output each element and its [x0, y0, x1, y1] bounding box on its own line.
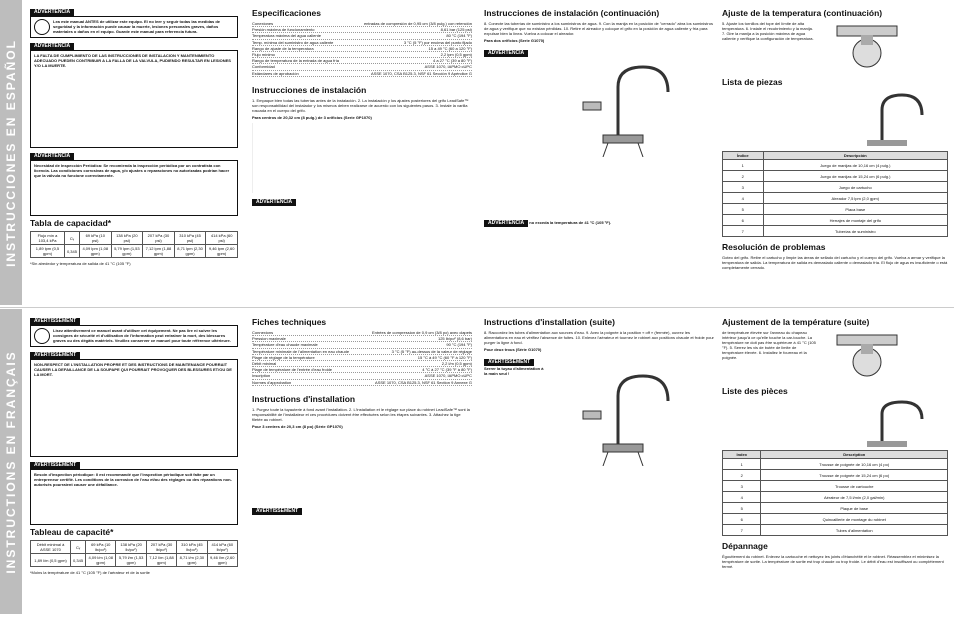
table-row: 1 Trousse de poignée de 10,16 cm (4 po) [723, 459, 948, 470]
capacity-title: Tableau de capacité* [30, 527, 114, 537]
table-row: 2 Juego de manijas de 15,24 cm (6 pulg.) [723, 171, 948, 182]
warning-box: Lisez attentivement ce manuel avant d'utiliser cet équipement. Ne pas lire ni suivre les consignes de sécurité et d'utilisation de l'information peut entraîner la mort, des blessures graves ou des dégâts matériels. Veuillez conserver ce manuel pour toute référence ultérieure. [30, 325, 238, 347]
column-specs [252, 6, 472, 206]
column-warnings [30, 315, 238, 575]
language-tab: INSTRUCCIONES EN ESPAÑOL [0, 0, 22, 305]
warning-header: ADVERTENCIA [252, 199, 296, 206]
spec-row: Temperatura máxima del agua caliente 80 °C (194 °F) [252, 33, 472, 39]
install-subtitle: Pour 3 centres de 20,3 cm (8 po) (Série GP1070) [252, 423, 343, 429]
table-row: 3 Juego de cartucho [723, 182, 948, 193]
install-steps-block [484, 157, 714, 217]
capacity-title: Tabla de capacidad* [30, 218, 112, 228]
trouble-title: Resolución de problemas [722, 242, 826, 252]
faucet-diagram [548, 47, 708, 157]
install-steps-block [252, 432, 472, 502]
warning-header: ADVERTENCIA [30, 9, 74, 16]
column-temperature [722, 6, 948, 270]
warning-text-block [484, 57, 544, 147]
specs-title: Fiches techniques [252, 317, 327, 327]
warning-header: ADVERTENCIA [30, 43, 74, 50]
spec-row: Inscription ASSE 1070, IAPMO cUPC [252, 373, 472, 379]
temp-title: Ajustement de la température (suite) [722, 317, 870, 327]
column-install-cont: Instrucciones de instalación (continuación) 8. Conecte las tuberías de suministro a los suministros de agua. 9. Con la manija en la posición de "cerrado" abra los suministros de agua y verifique que no existan pérdidas. 10. Retire el aireador y coloque el grifo en la posición de agua caliente y fría para expulsar bien la línea. Vuelva a colocar el aireador. Para dos orificios (Serie G1070) ADVERTENCIA ADVERTENCIA no exceda la temperatura de 41 °C (105 °F). [484, 8, 713, 226]
install-text: 1. Purgez toute la tuyauterie à fond avant l'installation. 2. L'installation et le réglage sur place du robinet LeadSafe™ sont la responsabilité de l'installateur et ces procédures doivent être effectuées selon les étapes suivantes. 3. Attachez la tige filetée au robinet. [252, 406, 470, 422]
capacity-footnote: *Sin alrededor y temperatura de salida de 41 °C (105 °F) [30, 261, 131, 266]
table-row: 5 Plaque de base [723, 503, 948, 514]
table-row: 4 Aérateur de 7,5 l/min (2,0 gal/min) [723, 492, 948, 503]
trouble-text: Égouttement du robinet. Enlevez la cartouche et nettoyez les joints d'étanchéité et le robinet. Réassemblez et minimisez la température de sortie. La température de sortie est trop chaude ou trop froide. Le débit d'eau est insuffisant ou complètement fermé. [722, 554, 944, 569]
warning-header: AVERTISSEMENT [484, 359, 534, 366]
install-steps-block [252, 123, 472, 193]
install-cont-text: 8. Conecte las tuberías de suministro a los suministros de agua. 9. Con la manija en la posición de "cerrado" abra los suministros de agua y verifique que no existan pérdidas. 10. Retire el aireador y coloque el grifo en la posición de agua caliente y fría para expulsar bien la línea. Vuelva a colocar el aireador. [484, 21, 713, 36]
temp-text: 5. Ajuste los tornillos del tope del límite de alta temperatura. 6. Instale el recubrimiento y la manija. 7. Gire la manija a la posición máxima de agua caliente y verifique la configuración de temperatura. [722, 21, 814, 41]
read-manual-icon [34, 328, 50, 344]
table-row: 7 Tubes d'alimentation [723, 525, 948, 536]
specs-list [252, 21, 472, 77]
parts-diagram [852, 399, 942, 449]
spec-row: Débit minimal 2,2 l/m (0,5 gpm) [252, 361, 472, 367]
table-row: 4 Aireador 7,5 lpm (2,0 gpm) [723, 193, 948, 204]
spec-row: Température minimale de l'alimentation en eau chaude 3 °C (5 °F) au-dessus de la valeur de réglage [252, 348, 472, 354]
spec-row: Conformidad ASSE 1070, IAPMO cUPC [252, 64, 472, 70]
install-cont-title: Instrucciones de instalación (continuación) [484, 8, 660, 18]
french-section [0, 309, 954, 618]
warning-box: LA FALTA DE CUMPLIMIENTO DE LAS INSTRUCCIONES DE INSTALACION Y MANTENIMIENTO ADECUADO PUEDEN CONTRIBUIR A LA FALLA DE LA VALVULA, PUDIENDO RESULTAR EN LESIONES Y/O LA MUERTE. [30, 50, 238, 148]
parts-title: Liste des pièces [722, 386, 788, 396]
trouble-title: Dépannage [722, 541, 768, 551]
warning-header: AVERTISSEMENT [30, 318, 80, 325]
warning-box: Necesidad de Inspección Periódica: Se recomienda la inspección periódica por un contratista con licencia. Las condiciones corrosivas de agua, y/o ajustes o reparaciones no autorizadas podrían hacer que la válvula no funcione correctamente. [30, 160, 238, 216]
warning-box: NON-RESPECT DE L'INSTALLATION PROPRE ET DES INSTRUCTIONS DE MAINTENANCE POURRAIT CAUSER LA DEFAILLANCE DE LA SOUPAPE QUI POURRAIT PROVOQUER DES BLESSURES ET/OU DE LA MORT. [30, 359, 238, 457]
install-title: Instructions d'installation [252, 393, 356, 404]
temp-text: de température élevée sur l'anneau du chapeau intérieur jusqu'à ce qu'elle touche la car-touche. La température ne doit pas être supérieure à 41 °C (105 °F). 5. Serrez les vis de butée de limite de température élevée. 6. Installez le fourreau et la poignée. [722, 330, 816, 360]
install-cont-subtitle: Pour deux trous (Série G1070) [484, 347, 542, 352]
spec-row: Flujo mínimo 2,2 lpm (0,5 gpm) [252, 52, 472, 58]
parts-table: Index Description 1 Trousse de poignée de 10,16 cm (4 po) 2 Trousse de poignée de 15,24 cm (6 po) 3 Trousse de cartouche 4 Aérateur de 7,5 l/min (2,0 gal/min) 5 Plaque de base 6 Quincaillerie de montage du robinet 7 Tubes d'alimentation [722, 450, 948, 536]
parts-diagram [852, 90, 942, 150]
spec-row: Température d'eau chaude maximale 90 °C (194 °F) [252, 342, 472, 348]
install-cont-text: 8. Raccordez les tubes d'alimentation aux sources d'eau. 9. Avec la poignée à la position « off » (fermée), ouvrez les alimentations en eau et vérifiez l'absence de fuites. 10. Enlevez l'aérateur et tournez le robinet aux positions chaude et froide pour purger la ligne à fond. [484, 330, 714, 345]
specs-title: Especificaciones [252, 8, 321, 18]
column-temperature [722, 315, 948, 569]
capacity-table: Flujo mín a 103,4 kPa Cᵥ 69 kPa (10 psi) 138 kPa (20 psi) 207 kPa (30 psi) 310 kPa (45 psi) 414 kPa (60 psi) 1,89 lpm (0,5 gpm) 0,345 4,09 lpm (1,08 gpm) 5,79 lpm (1,53 gpm) 7,12 lpm (1,88 gpm) 8,71 lpm (2,30 gpm) 9,46 lpm (2,60 gpm) [30, 231, 238, 258]
warning-box: Besoin d'inspection périodique: Il est recommandé que l'inspection périodique soit faite par un entrepreneur certifié. Les conditions de la corrosion de l'eau et/ou des réglages ou des réparations non-autorisés pourraient causer une défaillance. [30, 469, 238, 525]
page-divider [0, 307, 954, 308]
table-row: 3 Trousse de cartouche [723, 481, 948, 492]
column-warnings [30, 6, 238, 266]
warning-header: AVERTISSEMENT [30, 462, 80, 469]
parts-title: Lista de piezas [722, 77, 783, 87]
table-row: 2 Trousse de poignée de 15,24 cm (6 po) [723, 470, 948, 481]
spec-row: Temp. mínima del suministro de agua caliente 3 °C (5 °F) por encima del punto fijado [252, 39, 472, 45]
warning-header: AVERTISSEMENT [252, 508, 302, 515]
read-manual-icon [34, 19, 50, 35]
faucet-diagram [548, 356, 708, 466]
parts-table: Índice Descripción 1 Juego de manijas de 10,16 cm (4 pulg.) 2 Juego de manijas de 15,24 cm (6 pulg.) 3 Juego de cartucho 4 Aireador 7,5 lpm (2,0 gpm) 5 Placa base 6 Herrajes de montaje del grifo 7 Tuberías de suministro [722, 151, 948, 237]
spec-row: Pression maximale 125 lb/po² (8,6 bar) [252, 336, 472, 342]
spec-row: Plage de réglage de la température 15 °C à 49 °C (60 °F à 120 °F) [252, 354, 472, 360]
specs-list [252, 330, 472, 386]
install-cont-subtitle: Para dos orificios (Serie G1070) [484, 38, 545, 43]
column-install-cont: Instructions d'installation (suite) 8. Raccordez les tubes d'alimentation aux sources d'eau. 9. Avec la poignée à la position « off » (fermée), ouvrez les alimentations en eau et vérifiez l'absence de fuites. 10. Enlevez l'aérateur et tournez le robinet aux positions chaude et froide pour purger la ligne à fond. Pour deux trous (Série G1070) AVERTISSEMENT Serrer la tuyau d'alimentation à la main seul ! [484, 315, 714, 526]
table-row: 7 Tuberías de suministro [723, 226, 948, 237]
install-title: Instrucciones de instalación [252, 84, 367, 95]
spec-row: Estándares de aprobación ASSE 1070, CSA B125.3, NSF 61 Sección 9 Apéndice G [252, 70, 472, 76]
table-row: 1 Juego de manijas de 10,16 cm (4 pulg.) [723, 160, 948, 171]
column-specs [252, 315, 472, 515]
spec-row: Presión máxima de funcionamiento 8,61 bar (125 psi) [252, 27, 472, 33]
spec-row: Plage de température de l'entrée d'eau froide 4 °C à 27 °C (39 °F à 80 °F) [252, 367, 472, 373]
table-row: 6 Quincaillerie de montage du robinet [723, 514, 948, 525]
install-steps-block [484, 466, 714, 526]
spec-row: Conexiones entradas de compresión de 0,95 cm (3/8 pulg.) con retención [252, 21, 472, 26]
spec-row: Rango de ajuste de la temperatura 15 a 49 °C (60 a 120 °F) [252, 45, 472, 51]
table-row: 5 Placa base [723, 204, 948, 215]
spec-row: Normes d'approbation ASSE 1070, CSA B125.3, NSF 61 Section 9 Annexe G [252, 379, 472, 385]
cartridge-diagram [817, 330, 937, 380]
capacity-footnote: *Moins la température de 41 °C (105 °F) de l'aérateur et de la sortie [30, 570, 150, 575]
spec-row: Connexions Entrées de compression de 0,9 cm (3/8 po) avec clapets [252, 330, 472, 335]
warning-header: ADVERTENCIA [484, 50, 528, 57]
warning-header: AVERTISSEMENT [30, 352, 80, 359]
cartridge-diagram [817, 21, 937, 71]
warning-header: ADVERTENCIA [484, 220, 528, 227]
install-cont-title: Instructions d'installation (suite) [484, 317, 615, 327]
language-tab: INSTRUCTIONS EN FRANÇAIS [0, 309, 22, 614]
install-subtitle: Para centros de 20,32 cm (8 pulg.) de 3 orificios (Serie GP1070) [252, 114, 372, 120]
temp-title: Ajuste de la temperatura (continuación) [722, 8, 883, 18]
install-text: 1. Empaque bien todas las tuberías antes de la instalación. 2. La instalación y los ajustes posteriores del grifo LeadSafe™ son responsabilidad del instalador y los mismos deben realizarse de acuerdo con los siguientes pasos. 3. Instale la varilla roscada en el cuerpo del grifo. [252, 97, 469, 113]
table-row: 6 Herrajes de montaje del grifo [723, 215, 948, 226]
capacity-table: Débit minimal à ASSE 1070 Cᵥ 69 kPa (10 lb/po²) 138 kPa (20 lb/po²) 207 kPa (30 lb/po²) 310 kPa (45 lb/po²) 414 kPa (60 lb/po²) 1,89 l/m (0,5 gpm) 0,345 4,09 l/m (1,08 gpm) 5,79 l/m (1,53 gpm) 7,12 l/m (1,88 gpm) 8,71 l/m (2,30 gpm) 9,46 l/m (2,60 gpm) [30, 540, 238, 567]
trouble-text: Goteo del grifo. Retire el cartucho y limpie las áreas de sellado del cartucho y el cuerpo del grifo. Vuelva a armar y verifique la temperatura de salida. La temperatura de salida es demasiado caliente o demasiado fría. El flujo de agua es insuficiente o está completamente cerrado. [722, 255, 948, 270]
warning-header: ADVERTENCIA [30, 153, 74, 160]
spec-row: Rango de temperatura de la entrada de agua fría 4 a 27 °C (39 a 80 °F) [252, 58, 472, 64]
warning-box: Lea este manual ANTES de utilizar este equipo. El no leer y seguir todas las medidas de seguridad y la información puede causar la muerte, lesiones personales graves, daños materiales o daños en el equipo. Guarde este manual para referencia futura. [30, 16, 238, 38]
